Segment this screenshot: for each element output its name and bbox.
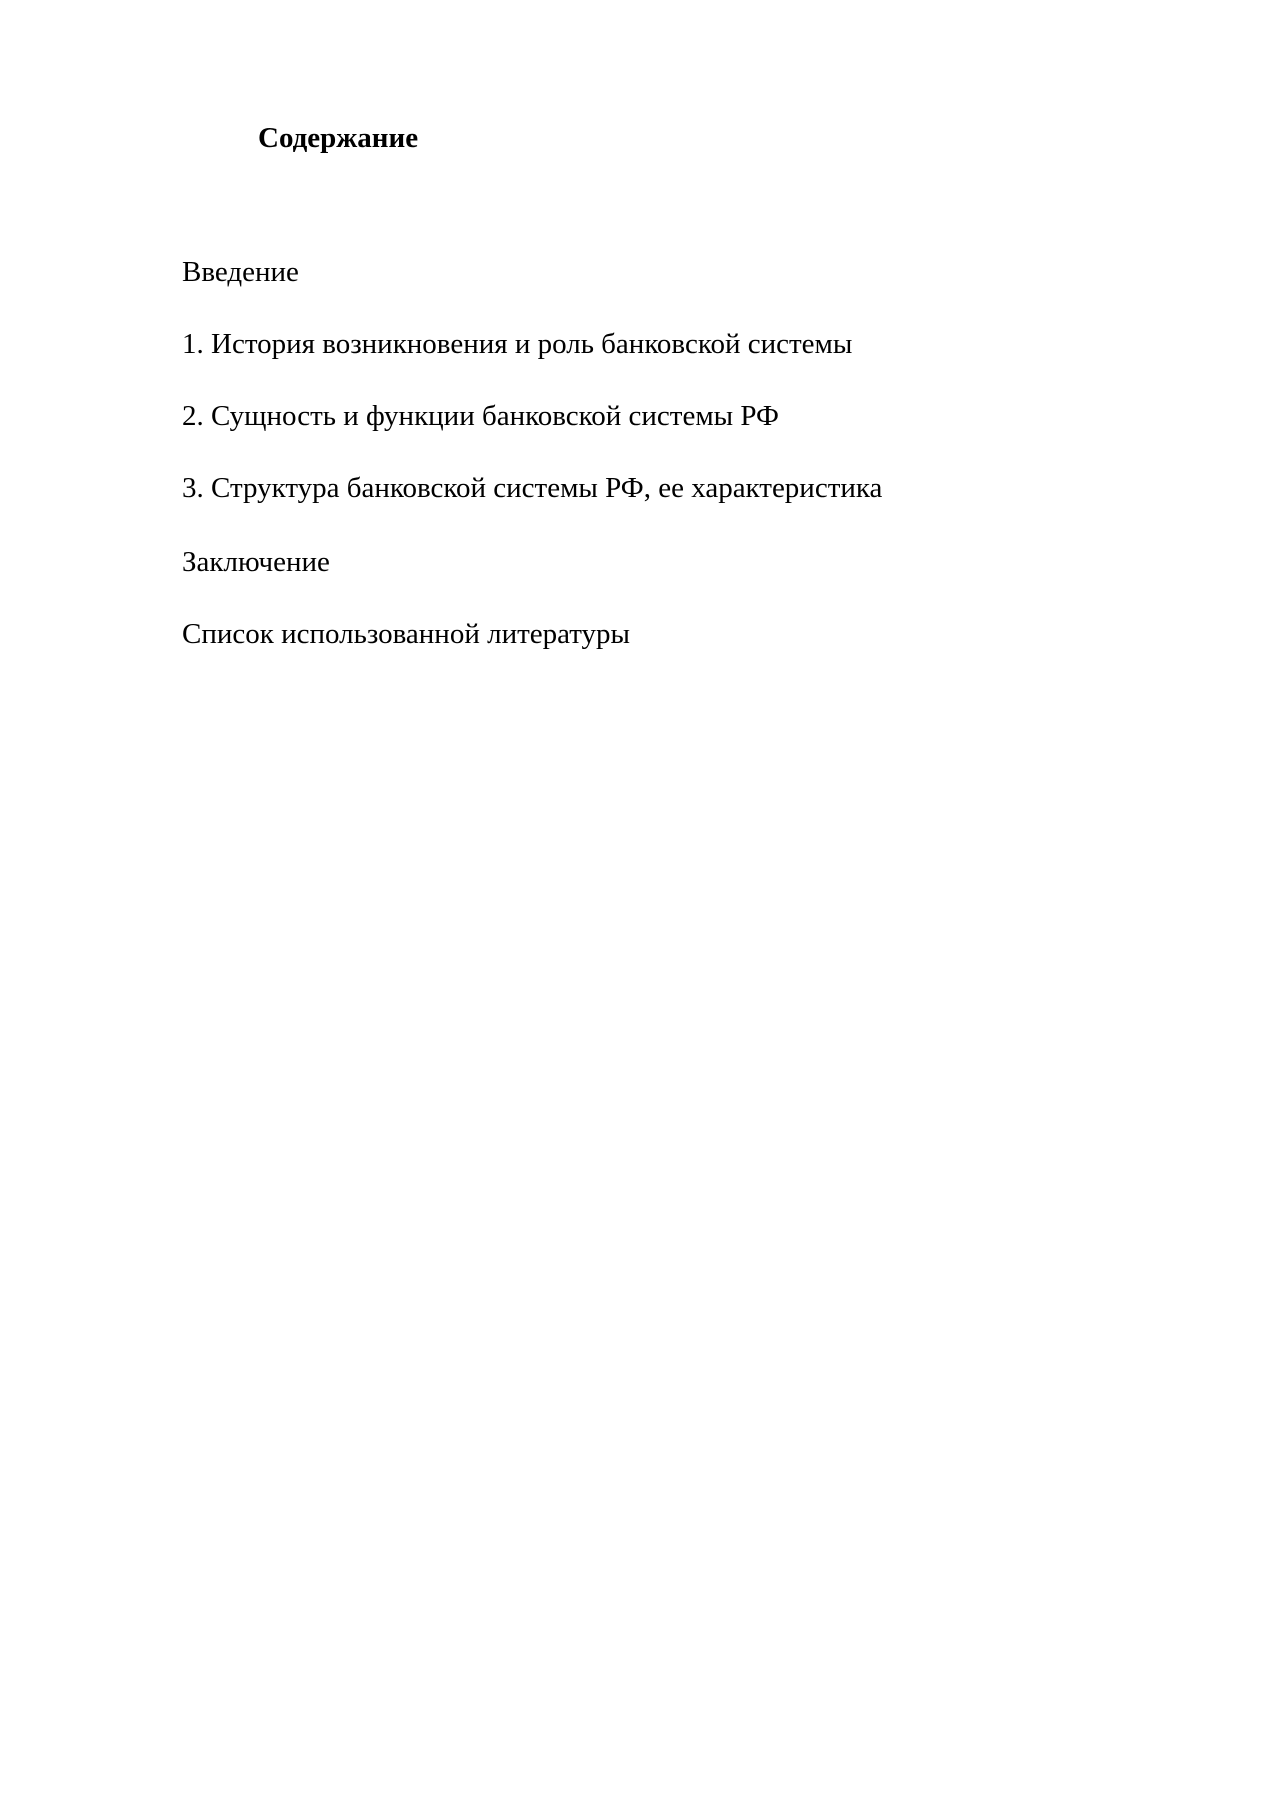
toc-item-conclusion: Заключение [182,546,330,578]
toc-item-bibliography: Список использованной литературы [182,618,631,650]
toc-item-chapter-2: 2. Сущность и функции банковской системы РФ [182,400,779,432]
toc-item-chapter-1: 1. История возникновения и роль банковской системы [182,328,853,360]
page-title: Содержание [258,122,419,154]
toc-item-chapter-3: 3. Структура банковской системы РФ, ее характеристика [182,472,883,504]
toc-item-introduction: Введение [182,256,299,288]
table-of-contents [182,255,882,689]
